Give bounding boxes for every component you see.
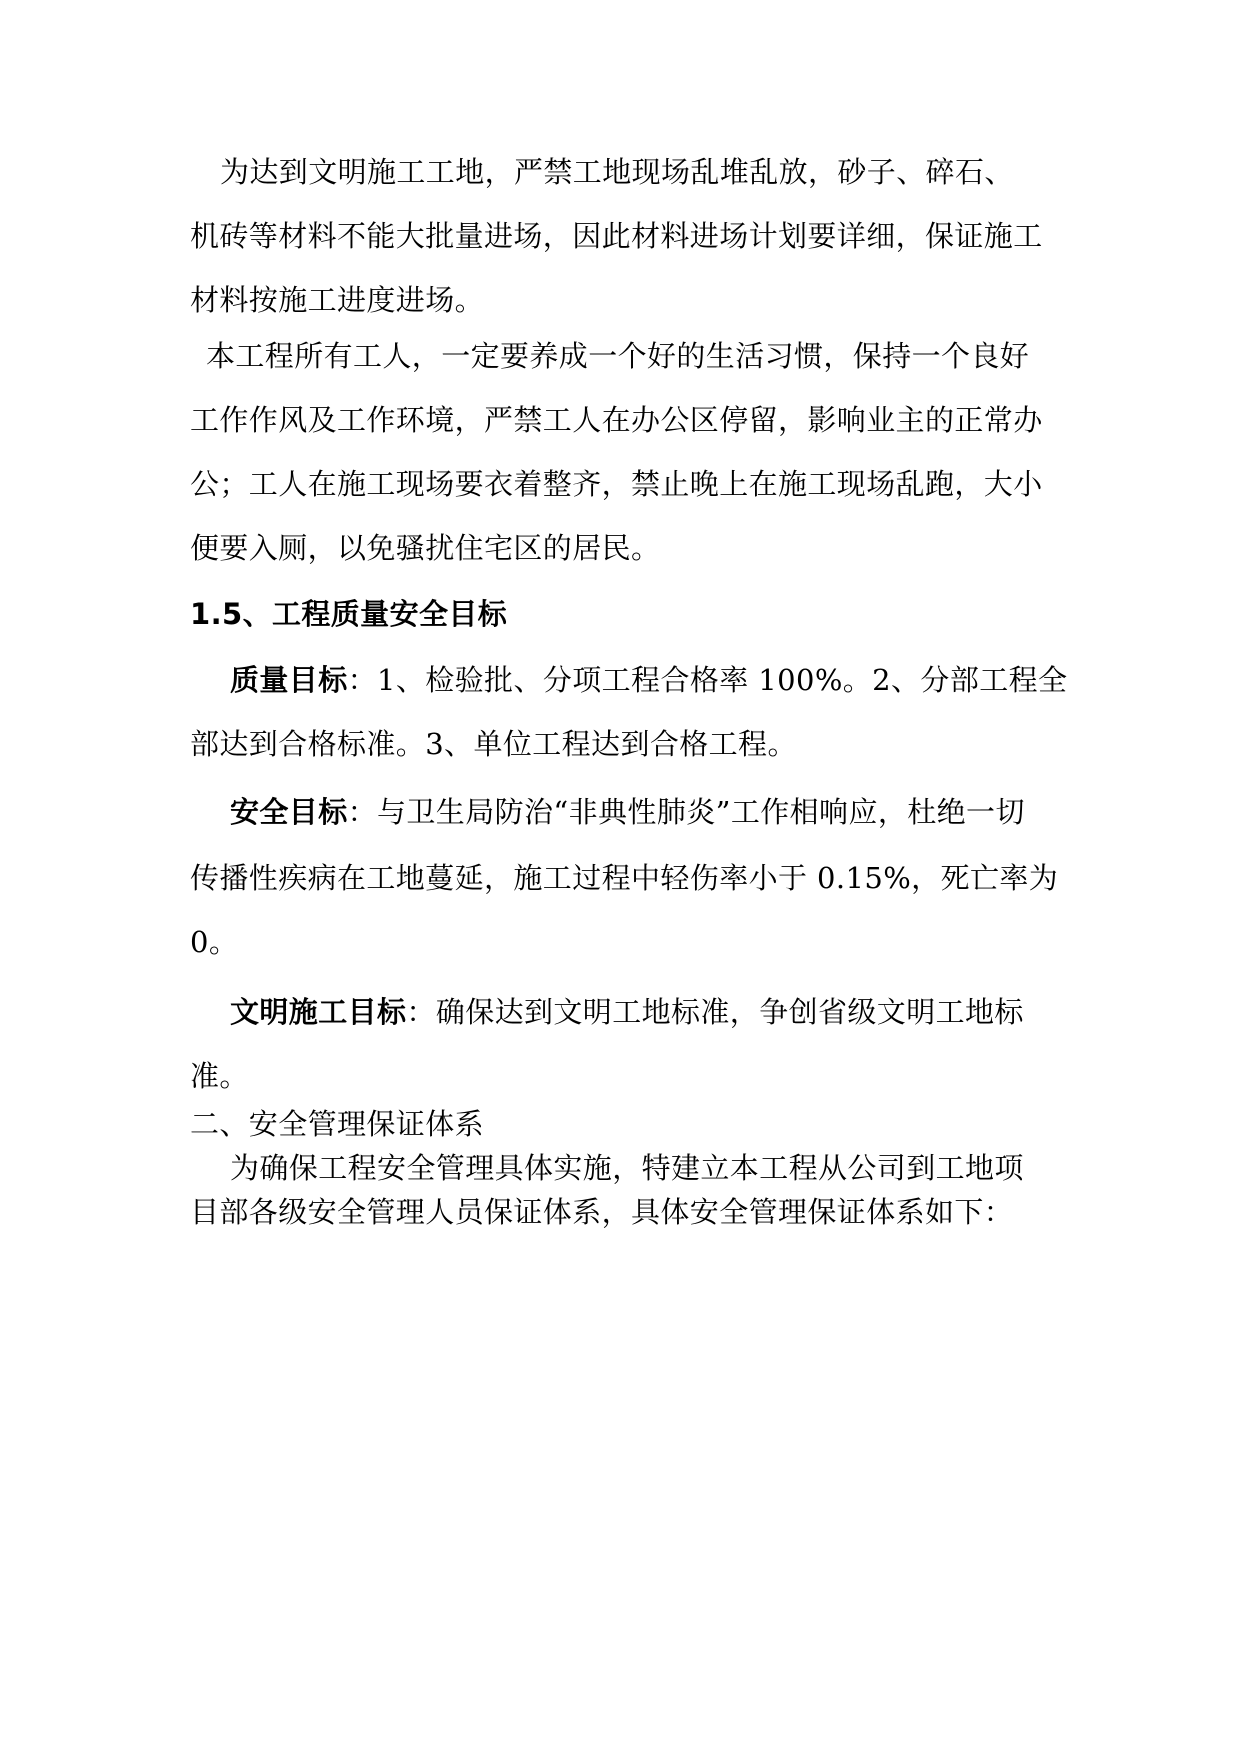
paragraph-line: 机砖等材料不能大批量进场，因此材料进场计划要详细，保证施工 [190, 219, 1043, 253]
paragraph-line: 部达到合格标准。3、单位工程达到合格工程。 [190, 727, 797, 761]
quality-goal-text: ：1、检验批、分项工程合格率 100%。2、分部工程全 [347, 663, 1068, 697]
paragraph-line: 0。 [190, 925, 239, 959]
quality-goal-label: 质量目标 [230, 663, 348, 697]
civil-goal-text: ：确保达到文明工地标准，争创省级文明工地标 [406, 995, 1024, 1029]
paragraph-line: 便要入厕，以免骚扰住宅区的居民。 [190, 531, 661, 565]
paragraph-line: 公；工人在施工现场要衣着整齐，禁止晚上在施工现场乱跑，大小 [190, 467, 1043, 501]
quality-goal-line [230, 662, 1100, 698]
section2-heading: 二、安全管理保证体系 [190, 1107, 485, 1141]
civil-goal-label: 文明施工目标 [230, 995, 407, 1029]
safety-goal-text: ：与卫生局防治“非典性肺炎”工作相响应，杜绝一切 [347, 795, 1025, 829]
paragraph-line: 为达到文明施工工地，严禁工地现场乱堆乱放，砂子、碎石、 [220, 155, 1014, 189]
paragraph-line: 为确保工程安全管理具体实施，特建立本工程从公司到工地项 [230, 1151, 1024, 1185]
safety-goal-line [230, 794, 1100, 830]
section-heading: 1.5、工程质量安全目标 [190, 597, 508, 631]
paragraph-line: 本工程所有工人，一定要养成一个好的生活习惯，保持一个良好 [206, 339, 1030, 373]
paragraph-line: 准。 [190, 1059, 249, 1093]
safety-goal-label: 安全目标 [230, 795, 348, 829]
paragraph-line: 目部各级安全管理人员保证体系，具体安全管理保证体系如下： [190, 1195, 1014, 1229]
paragraph-line: 材料按施工进度进场。 [190, 283, 485, 317]
paragraph-line: 工作作风及工作环境，严禁工人在办公区停留，影响业主的正常办 [190, 403, 1043, 437]
civil-goal-line [230, 994, 1100, 1030]
paragraph-line: 传播性疾病在工地蔓延，施工过程中轻伤率小于 0.15%，死亡率为 [190, 861, 1059, 895]
